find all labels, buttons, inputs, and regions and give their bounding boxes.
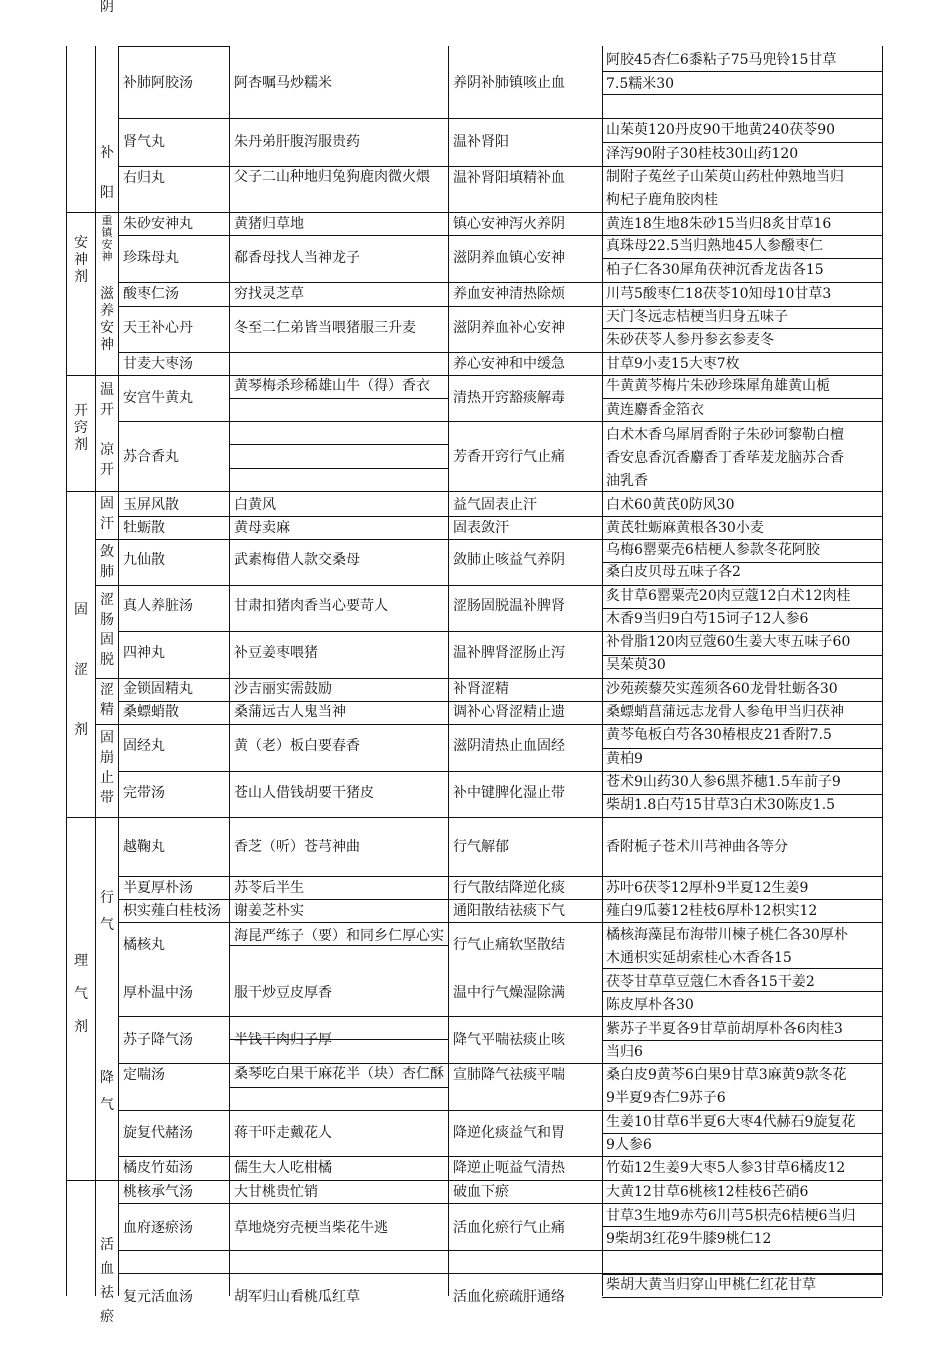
formula-herbs-line: 甘草9小麦15大枣7枚 bbox=[606, 356, 740, 372]
formula-effect: 养心安神和中缓急 bbox=[453, 356, 565, 372]
rule bbox=[602, 94, 882, 95]
formula-name: 半夏厚朴汤 bbox=[123, 880, 193, 896]
rule bbox=[882, 46, 883, 1296]
formula-mnemonic: 沙吉丽实需鼓励 bbox=[234, 681, 332, 697]
formula-herbs-line: 油乳香 bbox=[606, 473, 648, 489]
formula-herbs-line: 9柴胡3红花9牛膝9桃仁12 bbox=[606, 1231, 772, 1247]
formula-mnemonic: 补豆姜枣喂猪 bbox=[234, 645, 318, 661]
formula-name: 九仙散 bbox=[123, 552, 165, 568]
formula-mnemonic: 海昆严练子（要）和同乡仁厚心实 bbox=[234, 928, 444, 944]
rule bbox=[602, 1133, 882, 1134]
formula-herbs-line: 黄柏9 bbox=[606, 751, 643, 767]
formula-effect: 宣肺降气祛痰平喘 bbox=[453, 1067, 565, 1083]
rule bbox=[118, 306, 882, 307]
rule bbox=[118, 421, 882, 422]
formula-herbs-line: 9人参6 bbox=[606, 1137, 652, 1153]
rule bbox=[229, 444, 448, 445]
subcat-xingqi: 行气 bbox=[100, 890, 114, 933]
rule bbox=[602, 46, 603, 1296]
rule bbox=[118, 1016, 882, 1017]
rule bbox=[602, 968, 882, 969]
rule bbox=[118, 516, 882, 517]
formula-mnemonic: 胡军归山看桃瓜红草 bbox=[234, 1289, 360, 1305]
formula-herbs-line: 柴胡大黄当归穿山甲桃仁红花甘草 bbox=[606, 1277, 816, 1293]
category-anshen: 安神剂 bbox=[74, 235, 88, 285]
rule bbox=[602, 328, 882, 329]
rule bbox=[602, 608, 882, 609]
formula-effect: 温补肾阳填精补血 bbox=[453, 170, 565, 186]
formula-herbs-line: 吴茱萸30 bbox=[606, 657, 666, 673]
formula-mnemonic: 冬至二仁弟皆当喂猪服三升麦 bbox=[234, 320, 416, 336]
formula-effect: 降气平喘祛痰止咳 bbox=[453, 1032, 565, 1048]
rule bbox=[602, 748, 882, 749]
formula-effect: 益气固表止汗 bbox=[453, 497, 537, 513]
rule bbox=[448, 46, 449, 1296]
rule bbox=[95, 678, 882, 679]
formula-effect: 通阳散结祛痰下气 bbox=[453, 903, 565, 919]
formula-herbs-line: 橘核海藻昆布海带川楝子桃仁各30厚朴 bbox=[606, 927, 848, 943]
formula-mnemonic: 黄母卖麻 bbox=[234, 520, 290, 536]
formula-herbs-line: 白术60黄芪0防风30 bbox=[606, 497, 735, 513]
formula-effect: 行气解郁 bbox=[453, 839, 509, 855]
formula-effect: 补肾涩精 bbox=[453, 681, 509, 697]
formula-name: 复元活血汤 bbox=[123, 1289, 193, 1305]
formula-herbs-line: 木香9当归9白芍15诃子12人参6 bbox=[606, 611, 809, 627]
formula-mnemonic: 香芝（听）苍芎神曲 bbox=[234, 839, 360, 855]
rule bbox=[66, 817, 882, 818]
rule bbox=[229, 1087, 448, 1088]
formula-name: 肾气丸 bbox=[123, 134, 165, 150]
formula-mnemonic: 黄猪归草地 bbox=[234, 216, 304, 232]
subcat-ziyang: 滋养安神 bbox=[100, 286, 114, 353]
formula-herbs-line: 生姜10甘草6半夏6大枣4代赫石9旋复花 bbox=[606, 1114, 856, 1130]
rule bbox=[118, 771, 882, 772]
formula-name: 定喘汤 bbox=[123, 1067, 165, 1083]
formula-mnemonic: 半钱干肉归子厚 bbox=[234, 1032, 332, 1048]
formula-mnemonic: 蒋干吓走戴花人 bbox=[234, 1125, 332, 1141]
formula-name: 玉屏风散 bbox=[123, 497, 179, 513]
formula-name: 安宫牛黄丸 bbox=[123, 390, 193, 406]
category-kaiqiao: 开窍剂 bbox=[74, 403, 88, 453]
subcat-huoxue: 活血祛瘀 bbox=[100, 1237, 114, 1325]
formula-mnemonic: 服干炒豆皮厚香 bbox=[234, 985, 332, 1001]
formula-name: 旋复代赭汤 bbox=[123, 1125, 193, 1141]
formula-herbs-line: 苍术9山药30人参6黑芥穗1.5车前子9 bbox=[606, 774, 841, 790]
formula-name: 桑螵蛸散 bbox=[123, 704, 179, 720]
formula-effect: 活血化瘀疏肝通络 bbox=[453, 1289, 565, 1305]
formula-name: 橘皮竹茹汤 bbox=[123, 1160, 193, 1176]
rule bbox=[118, 1063, 882, 1064]
rule bbox=[602, 991, 882, 992]
rule bbox=[229, 945, 448, 946]
formula-herbs-line: 薤白9瓜蒌12桂枝6厚朴12枳实12 bbox=[606, 903, 818, 919]
formula-herbs-line: 川芎5酸枣仁18茯苓10知母10甘草3 bbox=[606, 286, 832, 302]
rule bbox=[602, 71, 882, 72]
rule bbox=[95, 46, 96, 1296]
formula-herbs-line: 制附子菟丝子山茱萸山药杜仲熟地当归 bbox=[606, 169, 844, 185]
formula-effect: 芳香开窍行气止痛 bbox=[453, 449, 565, 465]
formula-effect: 滋阴养血镇心安神 bbox=[453, 250, 565, 266]
formula-herbs-line: 炙甘草6罂粟壳20肉豆蔻12白术12肉桂 bbox=[606, 588, 851, 604]
subcat-sechang: 涩肠固脱 bbox=[100, 592, 114, 668]
formula-mnemonic: 阿杏嘱马炒糯米 bbox=[234, 75, 332, 91]
formula-name: 珍珠母丸 bbox=[123, 250, 179, 266]
rule bbox=[95, 539, 882, 540]
formula-mnemonic: 大甘桃贵忙销 bbox=[234, 1184, 318, 1200]
formula-name: 天王补心丹 bbox=[123, 320, 193, 336]
formula-herbs-line: 香附栀子苍术川芎神曲各等分 bbox=[606, 839, 788, 855]
rule bbox=[229, 468, 448, 469]
rule bbox=[118, 631, 882, 632]
formula-name: 右归丸 bbox=[123, 170, 165, 186]
formula-mnemonic: 苍山人借钱胡要干猪皮 bbox=[234, 785, 374, 801]
subcat-buyang: 补阳 bbox=[100, 145, 114, 201]
rule bbox=[118, 352, 882, 353]
formula-mnemonic: 黄琴梅杀珍稀雄山牛（得）香衣 bbox=[234, 378, 430, 394]
rule bbox=[95, 585, 882, 586]
formula-herbs-line: 木通枳实延胡索桂心木香各15 bbox=[606, 950, 792, 966]
formula-mnemonic: 甘肃扣猪肉香当心要苛人 bbox=[234, 598, 388, 614]
formula-herbs-line: 当归6 bbox=[606, 1044, 643, 1060]
formula-mnemonic: 儒生大人吃柑橘 bbox=[234, 1160, 332, 1176]
rule bbox=[66, 375, 882, 376]
formula-effect: 镇心安神泻火养阴 bbox=[453, 216, 565, 232]
formula-mnemonic: 父子二山种地归兔狗鹿肉微火煨 bbox=[234, 169, 430, 185]
rule bbox=[118, 46, 119, 1296]
formula-name: 固经丸 bbox=[123, 738, 165, 754]
formula-mnemonic: 武素梅借人款交桑母 bbox=[234, 552, 360, 568]
formula-name: 补肺阿胶汤 bbox=[123, 75, 193, 91]
subcat-liangkai: 凉开 bbox=[100, 442, 114, 478]
rule bbox=[118, 46, 229, 47]
rule bbox=[602, 398, 882, 399]
formula-name: 金锁固精丸 bbox=[123, 681, 193, 697]
formula-effect: 滋阴养血补心安神 bbox=[453, 320, 565, 336]
formula-mnemonic: 郗香母找人当神龙子 bbox=[234, 250, 360, 266]
formula-herbs-line: 茯苓甘草草豆蔻仁木香各15干姜2 bbox=[606, 974, 815, 990]
formula-effect: 养血安神清热除烦 bbox=[453, 286, 565, 302]
subcat-sejing: 涩精 bbox=[100, 682, 114, 718]
formula-herbs-line: 白术木香乌犀屑香附子朱砂诃黎勒白檀 bbox=[606, 427, 844, 443]
formula-mnemonic: 草地烧穷壳梗当柴花牛逃 bbox=[234, 1220, 388, 1236]
subcat-gubiao: 固汗 bbox=[100, 496, 114, 532]
formula-name: 苏子降气汤 bbox=[123, 1032, 193, 1048]
rule bbox=[602, 794, 882, 795]
rule bbox=[118, 922, 882, 923]
formula-herbs-line: 甘草3生地9赤芍6川芎5枳壳6桔梗6当归 bbox=[606, 1208, 856, 1224]
formula-name: 牡蛎散 bbox=[123, 520, 165, 536]
formula-herbs-line: 乌梅6罂粟壳6桔梗人参款冬花阿胶 bbox=[606, 542, 820, 558]
formula-name: 苏合香丸 bbox=[123, 449, 179, 465]
rule bbox=[118, 1203, 882, 1204]
formula-herbs-line: 香安息香沉香麝香丁香荜茇龙脑苏合香 bbox=[606, 450, 844, 466]
formula-herbs-line: 黄连麝香金箔衣 bbox=[606, 402, 704, 418]
rule bbox=[118, 876, 882, 877]
top-fragment: 阴 bbox=[100, 0, 114, 15]
formula-mnemonic: 桑琴吃白果干麻花半（块）杏仁酥 bbox=[234, 1066, 444, 1082]
formula-name: 酸枣仁汤 bbox=[123, 286, 179, 302]
rule bbox=[118, 235, 882, 236]
rule bbox=[229, 46, 230, 1296]
subcat-lianfei: 敛肺 bbox=[100, 544, 114, 580]
formula-effect: 涩肠固脱温补脾肾 bbox=[453, 598, 565, 614]
formula-herbs-line: 桑白皮9黄芩6白果9甘草3麻黄9款冬花 bbox=[606, 1067, 847, 1083]
rule bbox=[66, 491, 882, 492]
rule bbox=[602, 1274, 882, 1275]
formula-name: 越鞠丸 bbox=[123, 839, 165, 855]
formula-effect: 温补脾肾涩肠止泻 bbox=[453, 645, 565, 661]
formula-herbs-line: 紫苏子半夏各9甘草前胡厚朴各6肉桂3 bbox=[606, 1021, 843, 1037]
formula-herbs-line: 柏子仁各30犀角茯神沉香龙齿各15 bbox=[606, 262, 824, 278]
subcat-wenkai: 温开 bbox=[100, 382, 114, 418]
formula-herbs-line: 苏叶6茯苓12厚朴9半夏12生姜9 bbox=[606, 880, 809, 896]
formula-name: 四神丸 bbox=[123, 645, 165, 661]
formula-herbs-line: 柴胡1.8白芍15甘草3白术30陈皮1.5 bbox=[606, 797, 836, 813]
formula-herbs-line: 真珠母22.5当归熟地45人参醱枣仁 bbox=[606, 238, 823, 254]
formula-mnemonic: 桑蒲远古人鬼当神 bbox=[234, 704, 346, 720]
formula-effect: 行气散结降逆化痰 bbox=[453, 880, 565, 896]
formula-effect: 清热开窍豁痰解毒 bbox=[453, 390, 565, 406]
rule bbox=[118, 118, 882, 119]
subcat-gubeng: 固崩止带 bbox=[100, 730, 114, 806]
formula-name: 血府逐瘀汤 bbox=[123, 1220, 193, 1236]
formula-effect: 行气止痛软坚散结 bbox=[453, 937, 565, 953]
formula-effect: 养阴补肺镇咳止血 bbox=[453, 75, 565, 91]
rule bbox=[602, 1040, 882, 1041]
formula-herbs-line: 沙苑蒺藜芡实莲须各60龙骨牡蛎各30 bbox=[606, 681, 838, 697]
formula-mnemonic: 苏苓后半生 bbox=[234, 880, 304, 896]
formula-name: 完带汤 bbox=[123, 785, 165, 801]
formula-mnemonic: 谢姜芝朴实 bbox=[234, 903, 304, 919]
formula-herbs-line: 黄连18生地8朱砂15当归8炙甘草16 bbox=[606, 216, 832, 232]
rule bbox=[602, 142, 882, 143]
formula-effect: 降逆止呃益气清热 bbox=[453, 1160, 565, 1176]
formula-effect: 温中行气燥湿除满 bbox=[453, 985, 565, 1001]
formula-herbs-line: 黄芪牡蛎麻黄根各30小麦 bbox=[606, 520, 764, 536]
rule bbox=[602, 1297, 882, 1298]
formula-herbs-line: 牛黄黄芩梅片朱砂珍珠犀角雄黄山栀 bbox=[606, 378, 830, 394]
formula-effect: 调补心肾涩精止遗 bbox=[453, 704, 565, 720]
formula-effect: 温补肾阳 bbox=[453, 134, 509, 150]
formula-name: 橘核丸 bbox=[123, 937, 165, 953]
formula-herbs-line: 9半夏9杏仁9苏子6 bbox=[606, 1090, 726, 1106]
formula-herbs-line: 朱砂茯苓人参丹参玄参麦冬 bbox=[606, 332, 774, 348]
formula-herbs-line: 陈皮厚朴各30 bbox=[606, 997, 694, 1013]
formula-herbs-line: 补骨脂120肉豆蔻60生姜大枣五味子60 bbox=[606, 634, 851, 650]
formula-name: 枳实薤白桂枝汤 bbox=[123, 903, 221, 919]
subcat-jiangqi: 降气 bbox=[100, 1070, 114, 1113]
formula-herbs-line: 桑螵蛸菖蒲远志龙骨人参龟甲当归茯神 bbox=[606, 704, 844, 720]
formula-herbs-line: 桑白皮贝母五味子各2 bbox=[606, 564, 741, 580]
formula-effect: 补中键脾化湿止带 bbox=[453, 785, 565, 801]
formula-effect: 活血化瘀行气止痛 bbox=[453, 1220, 565, 1236]
formula-herbs-line: 枸杞子鹿角胶肉桂 bbox=[606, 192, 718, 208]
formula-name: 桃核承气汤 bbox=[123, 1184, 193, 1200]
formula-effect: 破血下瘀 bbox=[453, 1184, 509, 1200]
rule bbox=[118, 899, 882, 900]
rule bbox=[118, 1110, 882, 1111]
formula-name: 厚朴温中汤 bbox=[123, 985, 193, 1001]
rule bbox=[66, 46, 67, 1296]
formula-effect: 降逆化痰益气和胃 bbox=[453, 1125, 565, 1141]
formula-herbs-line: 7.5糯米30 bbox=[606, 76, 675, 92]
rule bbox=[66, 1180, 882, 1181]
formula-herbs-line: 黄芩龟板白芍各30椿根皮21香附7.5 bbox=[606, 727, 832, 743]
formula-name: 甘麦大枣汤 bbox=[123, 356, 193, 372]
formula-herbs-line: 泽泻90附子30桂枝30山药120 bbox=[606, 146, 799, 162]
rule bbox=[602, 258, 882, 259]
formula-herbs-line: 大黄12甘草6桃核12桂枝6芒硝6 bbox=[606, 1184, 809, 1200]
formula-name: 真人养脏汤 bbox=[123, 598, 193, 614]
formula-effect: 敛肺止咳益气养阴 bbox=[453, 552, 565, 568]
formula-mnemonic: 黄（老）板白要春香 bbox=[234, 738, 360, 754]
category-gusi: 固涩剂 bbox=[74, 602, 88, 738]
rule bbox=[602, 1226, 882, 1227]
formula-herbs-line: 山茱萸120丹皮90干地黄240茯苓90 bbox=[606, 122, 836, 138]
rule bbox=[229, 398, 448, 399]
rule bbox=[66, 212, 882, 213]
formula-name: 朱砂安神丸 bbox=[123, 216, 193, 232]
formula-mnemonic: 白黄风 bbox=[234, 497, 276, 513]
formula-herbs-line: 竹茹12生姜9大枣5人参3甘草6橘皮12 bbox=[606, 1160, 846, 1176]
formula-effect: 滋阴清热止血固经 bbox=[453, 738, 565, 754]
rule bbox=[118, 282, 882, 283]
rule bbox=[118, 701, 882, 702]
rule bbox=[118, 166, 882, 167]
formula-herbs-line: 阿胶45杏仁6黍粘子75马兜铃15甘草 bbox=[606, 52, 837, 68]
rule bbox=[118, 1250, 882, 1251]
formula-mnemonic: 穷找灵芝草 bbox=[234, 286, 304, 302]
formula-herbs-line: 天门冬远志桔梗当归身五味子 bbox=[606, 309, 788, 325]
formula-effect: 固表敛汗 bbox=[453, 520, 509, 536]
formula-mnemonic: 朱丹弟肝腹泻服贵药 bbox=[234, 134, 360, 150]
rule bbox=[95, 724, 882, 725]
subcat-zhongzhen: 重镇安神 bbox=[101, 214, 113, 263]
rule bbox=[118, 1156, 882, 1157]
category-liqi: 理气剂 bbox=[74, 953, 88, 1035]
